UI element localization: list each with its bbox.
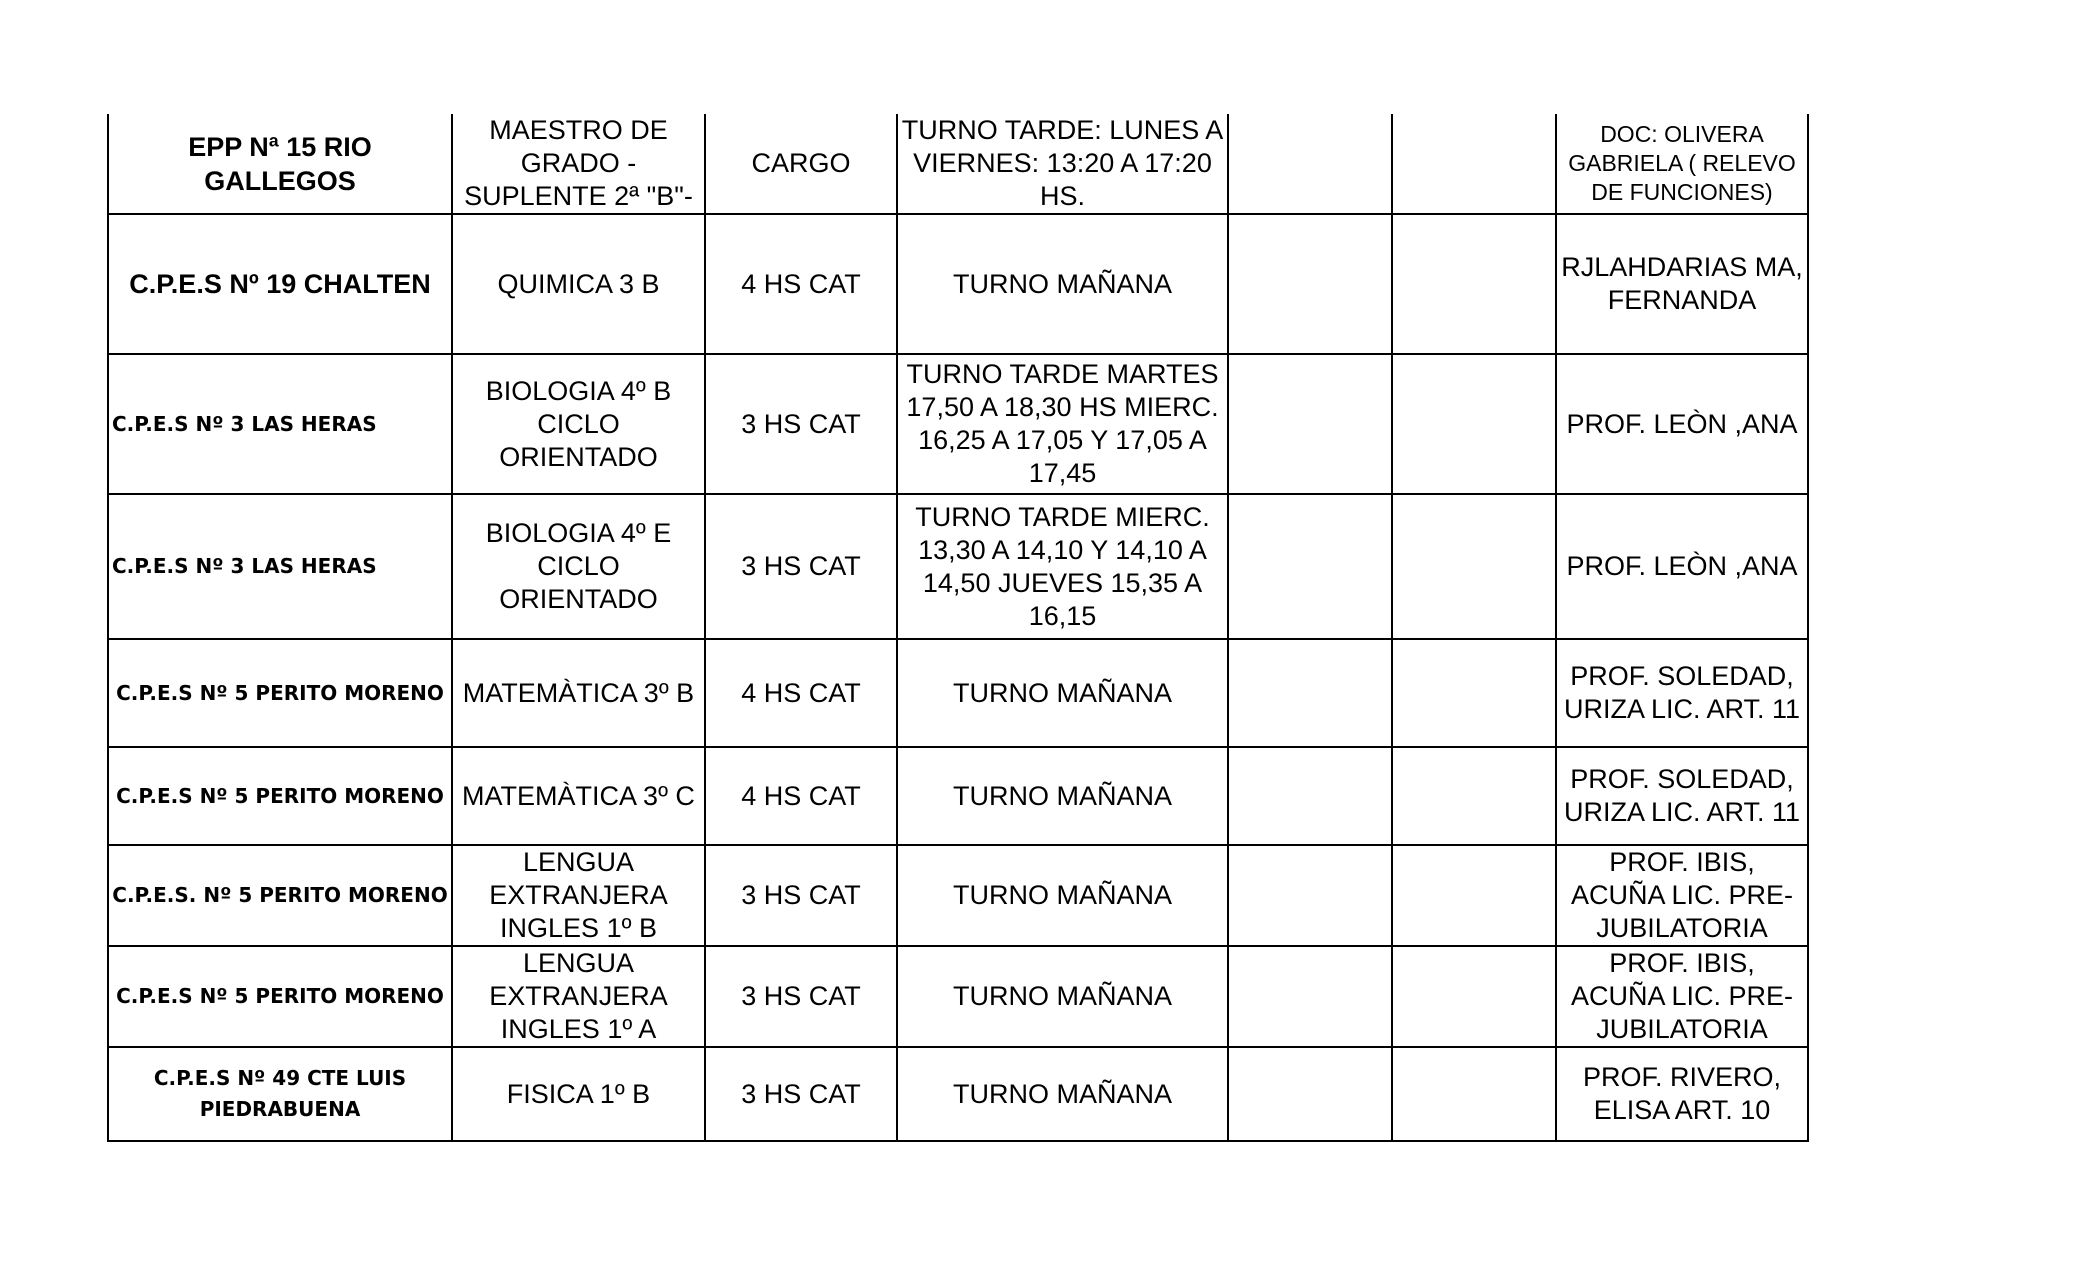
schedule-cell: TURNO MAÑANA	[897, 946, 1228, 1047]
assigned-teacher-cell: PROF. RIVERO, ELISA ART. 10	[1556, 1047, 1808, 1141]
school-cell: C.P.E.S Nº 5 PERITO MORENO	[108, 639, 452, 747]
blank-cell	[1228, 747, 1392, 845]
blank-cell	[1392, 1047, 1556, 1141]
subject-cell: LENGUA EXTRANJERA INGLES 1º A	[452, 946, 705, 1047]
school-cell: EPP Nª 15 RIO GALLEGOS	[108, 114, 452, 214]
subject-cell: MAESTRO DE GRADO - SUPLENTE 2ª "B"-	[452, 114, 705, 214]
hours-cell: 4 HS CAT	[705, 747, 897, 845]
table-row	[108, 114, 1808, 214]
subject-cell: LENGUA EXTRANJERA INGLES 1º B	[452, 845, 705, 946]
subject-cell: BIOLOGIA 4º E CICLO ORIENTADO	[452, 494, 705, 639]
school-cell: C.P.E.S Nº 19 CHALTEN	[108, 214, 452, 354]
assigned-teacher-cell: PROF. SOLEDAD, URIZA LIC. ART. 11	[1556, 639, 1808, 747]
blank-cell	[1228, 214, 1392, 354]
hours-cell: 4 HS CAT	[705, 214, 897, 354]
assigned-teacher-cell: PROF. LEÒN ,ANA	[1556, 494, 1808, 639]
blank-cell	[1228, 494, 1392, 639]
assigned-teacher-cell: PROF. SOLEDAD, URIZA LIC. ART. 11	[1556, 747, 1808, 845]
blank-cell	[1392, 494, 1556, 639]
table-row	[108, 214, 1808, 354]
blank-cell	[1228, 639, 1392, 747]
schedule-cell: TURNO MAÑANA	[897, 214, 1228, 354]
assigned-teacher-cell: PROF. IBIS, ACUÑA LIC. PRE-JUBILATORIA	[1556, 946, 1808, 1047]
schedule-cell: TURNO TARDE MARTES 17,50 A 18,30 HS MIERC. 16,25 A 17,05 Y 17,05 A 17,45	[897, 354, 1228, 494]
hours-cell: 3 HS CAT	[705, 354, 897, 494]
table-row	[108, 494, 1808, 639]
schedule-cell: TURNO MAÑANA	[897, 639, 1228, 747]
blank-cell	[1228, 845, 1392, 946]
blank-cell	[1392, 747, 1556, 845]
table-row	[108, 354, 1808, 494]
table-row	[108, 639, 1808, 747]
blank-cell	[1228, 354, 1392, 494]
school-cell: C.P.E.S Nº 3 LAS HERAS	[108, 354, 452, 494]
school-cell: C.P.E.S. Nº 5 PERITO MORENO	[108, 845, 452, 946]
blank-cell	[1228, 1047, 1392, 1141]
school-cell: C.P.E.S Nº 49 CTE LUIS PIEDRABUENA	[108, 1047, 452, 1141]
hours-cell: CARGO	[705, 114, 897, 214]
schedule-cell: TURNO MAÑANA	[897, 845, 1228, 946]
subject-cell: BIOLOGIA 4º B CICLO ORIENTADO	[452, 354, 705, 494]
hours-cell: 3 HS CAT	[705, 946, 897, 1047]
school-cell: C.P.E.S Nº 3 LAS HERAS	[108, 494, 452, 639]
school-cell: C.P.E.S Nº 5 PERITO MORENO	[108, 747, 452, 845]
blank-cell	[1392, 946, 1556, 1047]
table-row	[108, 845, 1808, 946]
table-row	[108, 1047, 1808, 1141]
subject-cell: MATEMÀTICA 3º B	[452, 639, 705, 747]
blank-cell	[1392, 214, 1556, 354]
assigned-teacher-cell: DOC: OLIVERA GABRIELA ( RELEVO DE FUNCIONES)	[1556, 114, 1808, 214]
table-row	[108, 747, 1808, 845]
subject-cell: QUIMICA 3 B	[452, 214, 705, 354]
assigned-teacher-cell: PROF. LEÒN ,ANA	[1556, 354, 1808, 494]
table-row	[108, 946, 1808, 1047]
assigned-teacher-cell: RJLAHDARIAS MA, FERNANDA	[1556, 214, 1808, 354]
blank-cell	[1392, 354, 1556, 494]
schedule-cell: TURNO MAÑANA	[897, 1047, 1228, 1141]
hours-cell: 3 HS CAT	[705, 494, 897, 639]
schedule-cell: TURNO TARDE: LUNES A VIERNES: 13:20 A 17:20 HS.	[897, 114, 1228, 214]
subject-cell: MATEMÀTICA 3º C	[452, 747, 705, 845]
assigned-teacher-cell: PROF. IBIS, ACUÑA LIC. PRE-JUBILATORIA	[1556, 845, 1808, 946]
blank-cell	[1392, 639, 1556, 747]
blank-cell	[1228, 114, 1392, 214]
schedule-cell: TURNO MAÑANA	[897, 747, 1228, 845]
blank-cell	[1392, 845, 1556, 946]
blank-cell	[1228, 946, 1392, 1047]
blank-cell	[1392, 114, 1556, 214]
school-cell: C.P.E.S Nº 5 PERITO MORENO	[108, 946, 452, 1047]
schedule-cell: TURNO TARDE MIERC. 13,30 A 14,10 Y 14,10 A 14,50 JUEVES 15,35 A 16,15	[897, 494, 1228, 639]
hours-cell: 3 HS CAT	[705, 1047, 897, 1141]
vacancies-table	[107, 114, 1809, 1142]
subject-cell: FISICA 1º B	[452, 1047, 705, 1141]
hours-cell: 4 HS CAT	[705, 639, 897, 747]
hours-cell: 3 HS CAT	[705, 845, 897, 946]
